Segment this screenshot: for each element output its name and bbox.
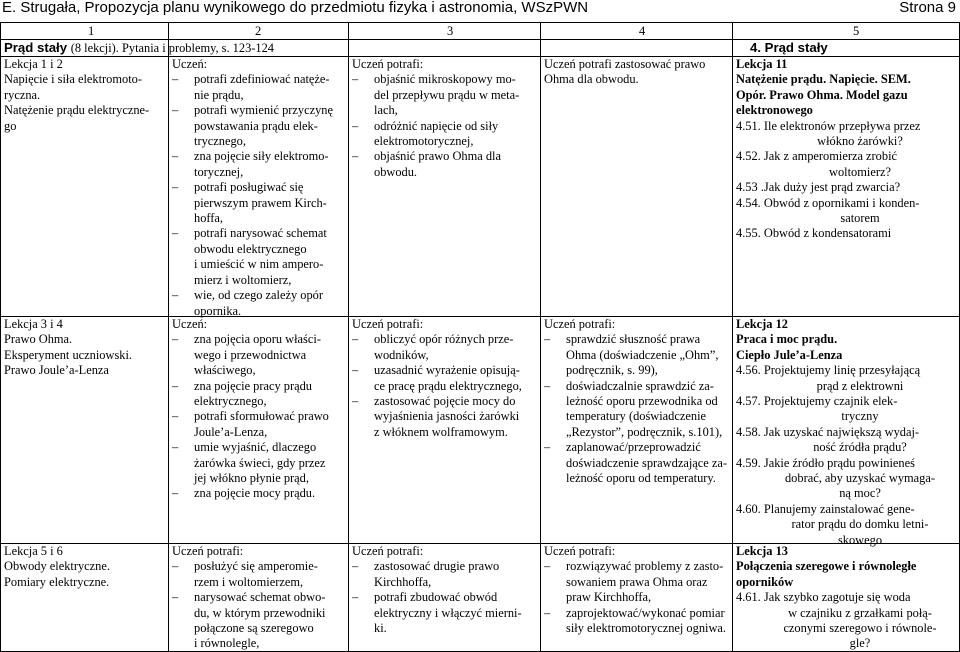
lesson-subject: Połączenia szeregowe i równoległe: [736, 559, 917, 574]
lesson-subject: oporników: [736, 574, 794, 589]
requirement-item: [172, 180, 348, 226]
requirement-item: [172, 226, 348, 288]
requirement-item-line: połączone są szeregowo: [194, 621, 314, 636]
requirement-item-line: elektromotorycznej,: [374, 134, 474, 149]
experiment-column: [540, 57, 732, 88]
problem-item: [736, 590, 960, 652]
problem-line: 4.52. Jak z amperomierza zrobić: [736, 149, 898, 164]
section-subtitle: (8 lekcji). Pytania i problemy, s. 123-124: [70, 41, 274, 55]
column-number: 5: [853, 24, 860, 38]
topic-line: Prawo Ohma.: [4, 332, 73, 347]
column-head: Uczeń potrafi:: [544, 317, 616, 331]
problem-item: [736, 425, 960, 456]
requirement-item-list: [352, 72, 540, 180]
requirement-item-list: [544, 559, 732, 636]
requirement-item-line: – rozwiązywać problemy z zasto-: [566, 559, 724, 574]
requirement-item-line: du, w którym przewodniki: [194, 605, 326, 620]
lesson-subject: Natężenie prądu. Napięcie. SEM.: [736, 72, 911, 87]
column-head: Uczeń:: [172, 317, 208, 331]
topic-line: Prawo Joule’a-Lenza: [4, 363, 109, 378]
skills-column: [348, 544, 540, 636]
problem-item: [736, 456, 960, 502]
problem-line: czonymi szeregowo i równole-: [783, 621, 937, 636]
lesson-subject: Opór. Prawo Ohma. Model gazu: [736, 87, 908, 102]
problem-line: 4.51. Ile elektronów przepływa przez: [736, 118, 921, 133]
requirement-item-line: wego i przewodnictwa: [194, 347, 307, 362]
requirement-item: [172, 379, 348, 410]
requirement-item: [544, 440, 732, 486]
requirement-item-line: Joule’a-Lenza,: [194, 424, 268, 439]
requirement-item-line: – zna pojęcia oporu właści-: [194, 332, 321, 347]
requirement-item: [172, 486, 348, 501]
problem-line: w czajniku z grzałkami połą-: [788, 605, 932, 620]
requirement-item-line: żarówka świeci, gdy przez: [194, 455, 326, 470]
requirement-item-line: wodników,: [374, 347, 429, 362]
requirement-item-line: ce pracę prądu elektrycznego,: [374, 378, 522, 393]
topic-line: Eksperyment uczniowski.: [4, 347, 133, 362]
column-number: 4: [639, 24, 646, 38]
column-number: 3: [447, 24, 454, 38]
problem-line: 4.55. Obwód z kondensatorami: [736, 226, 892, 241]
table-rule: [0, 22, 960, 23]
problem-line: prąd z elektrowni: [816, 378, 904, 393]
lesson-topic: [0, 317, 168, 379]
column-head: Uczeń potrafi:: [352, 317, 424, 331]
problem-line: gle?: [849, 636, 871, 651]
experiment-column: [540, 317, 732, 486]
lesson-number: Lekcja 12: [736, 317, 788, 331]
requirement-item-line: – zastosować drugie prawo: [374, 559, 500, 574]
requirement-item: [352, 363, 540, 394]
requirement-item-line: – objaśnić mikroskopowy mo-: [374, 72, 516, 87]
topic-line: Napięcie i siła elektromoto-: [4, 72, 142, 87]
requirement-item: [352, 332, 540, 363]
requirement-item: [172, 590, 348, 652]
experiment-line: Ohma dla obwodu.: [544, 72, 639, 87]
section-heading: Prąd stały: [4, 40, 71, 55]
requirement-item-line: – zna pojęcie pracy prądu: [194, 378, 312, 393]
requirement-item-line: lach,: [374, 103, 398, 118]
requirement-item-line: del przepływu prądu w meta-: [374, 87, 520, 102]
problem-line: 4.54. Obwód z opornikami i konden-: [736, 195, 920, 210]
problem-line: 4.60. Planujemy zainstalować gene-: [736, 501, 915, 516]
problem-line: dobrać, aby uzyskać wymaga-: [784, 471, 935, 486]
requirement-item: [544, 379, 732, 441]
requirement-item: [352, 559, 540, 590]
requirement-item: [172, 409, 348, 440]
problem-line: woltomierz?: [829, 164, 891, 179]
requirement-item: [544, 606, 732, 637]
problem-item: [736, 119, 960, 150]
topic-line: Pomiary elektryczne.: [4, 574, 110, 589]
requirement-item-line: – zna pojęcie siły elektromo-: [194, 149, 329, 164]
problem-line: 4.61. Jak szybko zagotuje się woda: [736, 590, 911, 605]
lesson-number: Lekcja 11: [736, 57, 788, 71]
requirement-item-line: – uzasadnić wyrażenie opisują-: [374, 363, 520, 378]
problem-item: [736, 196, 960, 227]
requirement-item: [172, 149, 348, 180]
requirement-item-line: ki.: [374, 621, 387, 636]
requirement-item-line: i równolegle,: [194, 636, 260, 651]
page-header: [0, 0, 960, 20]
requirement-item-list: [352, 559, 540, 636]
requirement-item-line: Ohma (doświadczenie „Ohm”,: [566, 347, 719, 362]
topic-line: Obwody elektryczne.: [4, 559, 110, 574]
problem-line: 4.53 .Jak duży jest prąd zwarcia?: [736, 180, 901, 195]
requirement-item-line: pierwszym prawem Kirch-: [194, 195, 327, 210]
requirement-item-line: – obliczyć opór różnych prze-: [374, 332, 514, 347]
requirement-item: [352, 394, 540, 440]
requirement-item-line: – posłużyć się amperomie-: [194, 559, 318, 574]
section-right: 4. Prąd stały: [750, 40, 828, 55]
problem-line: 4.57. Projektujemy czajnik elek-: [736, 394, 898, 409]
requirement-item-line: – objaśnić prawo Ohma dla: [374, 149, 501, 164]
requirement-item: [172, 72, 348, 103]
column-head: Uczeń potrafi:: [172, 544, 244, 558]
requirement-item-line: mierz i woltomierz,: [194, 272, 292, 287]
lesson-topic: [0, 57, 168, 134]
requirement-item-list: [172, 559, 348, 651]
problem-item: [736, 363, 960, 394]
requirement-item-line: sowaniem prawa Ohma oraz: [566, 574, 708, 589]
requirement-item-line: podręcznik, s. 99),: [566, 363, 658, 378]
column-number: 2: [255, 24, 262, 38]
problems-column: [732, 317, 960, 548]
requirement-item-line: – potrafi zdefiniować natęże-: [194, 72, 330, 87]
requirement-item-line: – potrafi zbudować obwód: [374, 590, 498, 605]
header-title: E. Strugała, Propozycja planu wynikowego do przedmiotu fizyka i astronomia, WSzPWN: [2, 0, 589, 16]
requirement-item-line: – zna pojęcie mocy prądu.: [194, 486, 316, 501]
problems-column: [732, 57, 960, 242]
lesson-subject: elektronowego: [736, 103, 813, 118]
lesson-topic: [0, 544, 168, 590]
requirement-item-line: – umie wyjaśnić, dlaczego: [194, 440, 317, 455]
requirement-item-line: z włóknem wolframowym.: [374, 424, 508, 439]
section-title: [0, 40, 732, 56]
requirement-item-line: siły elektromotorycznej ogniwa.: [566, 621, 727, 636]
requirement-item-line: elektryczny i włączyć mierni-: [374, 605, 522, 620]
problems-column: [732, 544, 960, 652]
requirement-item-line: – zaprojektować/wykonać pomiar: [566, 605, 725, 620]
problem-line: skowego: [837, 532, 883, 547]
requirement-item-line: – narysować schemat obwo-: [194, 590, 326, 605]
knowledge-column: [168, 57, 348, 319]
requirement-item-line: hoffa,: [194, 211, 224, 226]
column-head: Uczeń potrafi:: [352, 544, 424, 558]
requirement-item-line: – potrafi wymienić przyczynę: [194, 103, 333, 118]
requirement-item-line: właściwego,: [194, 363, 256, 378]
requirement-item-line: – potrafi posługiwać się: [194, 180, 304, 195]
problem-line: rator prądu do domku letni-: [791, 517, 929, 532]
requirement-item-line: wyjaśnienia jasności żarówki: [374, 409, 520, 424]
requirement-item-line: obwodu.: [374, 164, 418, 179]
requirement-item-line: rzem i woltomierzem,: [194, 574, 304, 589]
problem-item: [736, 226, 960, 241]
requirement-item-line: – sprawdzić słuszność prawa: [566, 332, 701, 347]
requirement-item-line: – wie, od czego zależy opór: [194, 288, 324, 303]
requirement-item-line: trycznego,: [194, 134, 246, 149]
experiment-column: [540, 544, 732, 636]
requirement-item-line: i umieścić w nim ampero-: [194, 257, 324, 272]
requirement-item-line: opornika.: [194, 303, 242, 318]
requirement-item-line: „Rezystor”, podręcznik, s.101),: [566, 424, 723, 439]
requirement-item-line: leżność oporu przewodnika od: [566, 394, 718, 409]
requirement-item-line: Kirchhoffa,: [374, 574, 432, 589]
requirement-item-list: [172, 332, 348, 501]
topic-line: Lekcja 5 i 6: [4, 544, 63, 558]
problem-line: ność źródła prądu?: [813, 440, 907, 455]
topic-line: Natężenie prądu elektryczne-: [4, 103, 150, 118]
requirement-item: [352, 149, 540, 180]
requirement-item-list: [544, 332, 732, 486]
column-head: Uczeń potrafi:: [352, 57, 424, 71]
requirement-item-line: – zaplanować/przeprowadzić: [566, 440, 701, 455]
problem-line: 4.59. Jakie źródło prądu powinieneś: [736, 455, 915, 470]
problem-item: [736, 149, 960, 180]
requirement-item-line: leżność oporu od temperatury.: [566, 471, 716, 486]
topic-line: Lekcja 1 i 2: [4, 57, 63, 71]
problem-line: tryczny: [841, 409, 879, 424]
requirement-item: [172, 559, 348, 590]
requirement-item: [544, 332, 732, 378]
skills-column: [348, 317, 540, 440]
requirement-item-line: jej włókno płynie prąd,: [194, 471, 309, 486]
problem-item: [736, 394, 960, 425]
problem-item: [736, 180, 960, 195]
topic-line: ryczna.: [4, 87, 41, 102]
column-head: Uczeń potrafi:: [544, 544, 616, 558]
lesson-subject: Praca i moc prądu.: [736, 332, 838, 347]
skills-column: [348, 57, 540, 180]
requirement-item: [352, 590, 540, 636]
requirement-item: [172, 288, 348, 319]
requirement-item: [172, 332, 348, 378]
problem-item: [736, 502, 960, 548]
requirement-item-line: doświadczenie sprawdzające za-: [566, 455, 727, 470]
topic-line: go: [4, 118, 17, 133]
requirement-item-line: nie prądu,: [194, 87, 244, 102]
requirement-item-line: obwodu elektrycznego: [194, 241, 307, 256]
requirement-item-line: temperatury (doświadczenie: [566, 409, 707, 424]
requirement-item: [172, 440, 348, 486]
requirement-item-line: – zastosować pojęcie mocy do: [374, 394, 516, 409]
problem-line: ną moc?: [839, 486, 881, 501]
column-number: 1: [88, 24, 95, 38]
requirement-item: [352, 119, 540, 150]
requirement-item-list: [172, 72, 348, 319]
requirement-item-list: [352, 332, 540, 440]
problem-line: satorem: [840, 211, 880, 226]
requirement-item: [352, 72, 540, 118]
problem-line: 4.56. Projektujemy linię przesyłającą: [736, 363, 921, 378]
knowledge-column: [168, 544, 348, 652]
lesson-number: Lekcja 13: [736, 544, 788, 558]
requirement-item-line: praw Kirchhoffa,: [566, 590, 652, 605]
topic-line: Lekcja 3 i 4: [4, 317, 63, 331]
requirement-item-line: – doświadczalnie sprawdzić za-: [566, 378, 714, 393]
experiment-line: Uczeń potrafi zastosować prawo: [544, 57, 706, 71]
page-number: Strona 9: [899, 0, 956, 16]
requirement-item-line: torycznej,: [194, 164, 244, 179]
requirement-item: [172, 103, 348, 149]
lesson-subject: Ciepło Jule’a-Lenza: [736, 347, 843, 362]
problem-line: 4.58. Jak uzyskać największą wydaj-: [736, 424, 920, 439]
requirement-item: [544, 559, 732, 605]
knowledge-column: [168, 317, 348, 502]
requirement-item-line: elektrycznego,: [194, 394, 267, 409]
column-head: Uczeń:: [172, 57, 208, 71]
requirement-item-line: – potrafi narysować schemat: [194, 226, 327, 241]
requirement-item-line: powstawania prądu elek-: [194, 118, 318, 133]
requirement-item-line: – odróżnić napięcie od siły: [374, 118, 499, 133]
requirement-item-line: – potrafi sformułować prawo: [194, 409, 329, 424]
problem-line: włókno żarówki?: [817, 134, 903, 149]
